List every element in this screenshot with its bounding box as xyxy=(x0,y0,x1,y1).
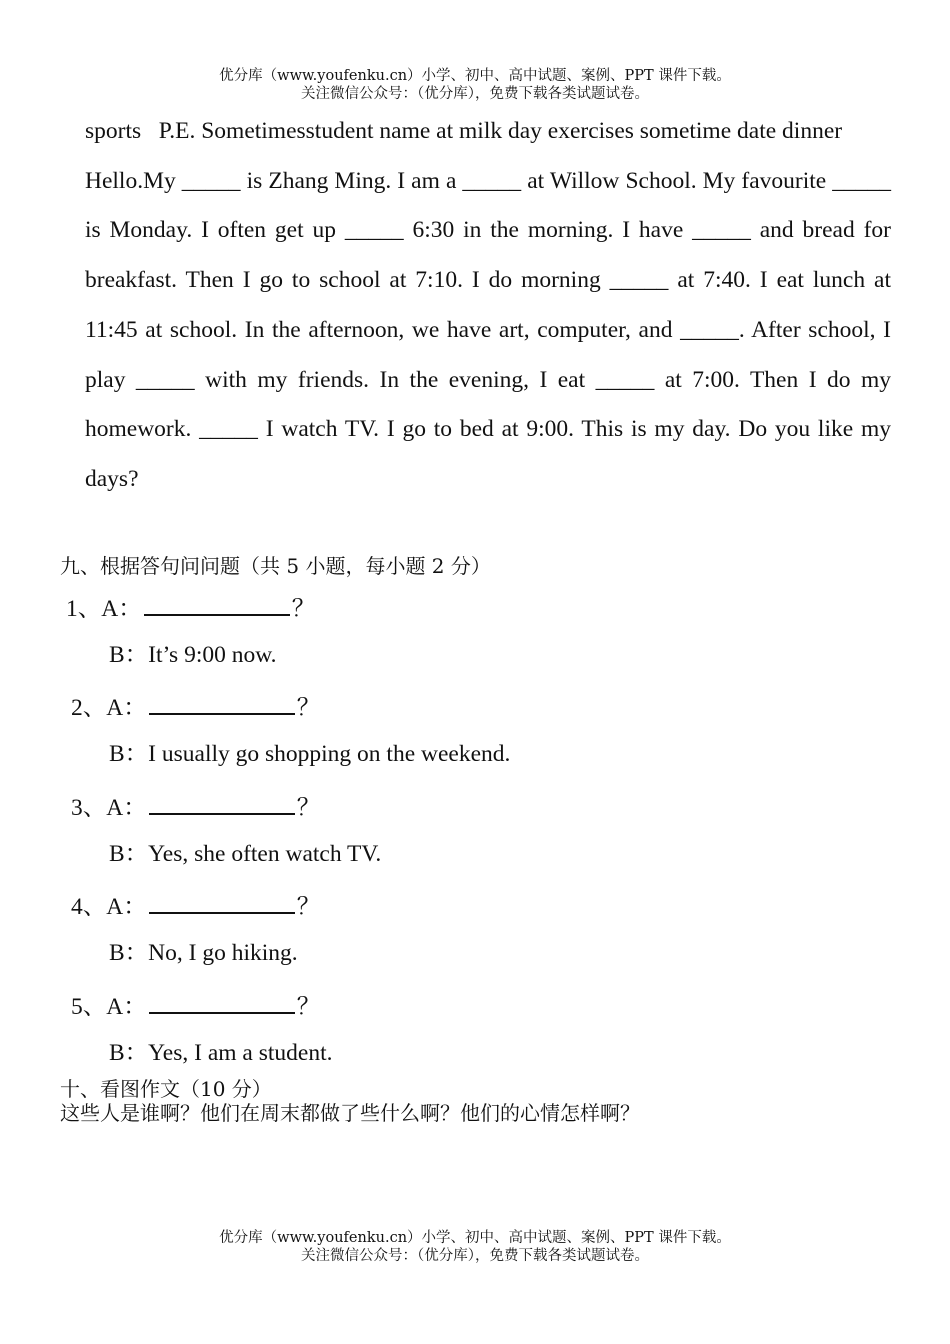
section-10-title: 十、看图作文（10 分） xyxy=(60,1077,272,1101)
question-5-number: 5、A： xyxy=(71,994,147,1020)
question-1-number: 1、A： xyxy=(66,596,142,622)
header-line-2: 关注微信公众号：（优分库），免费下载各类试题试卷。 xyxy=(301,86,649,102)
question-4-number: 4、A： xyxy=(71,894,147,920)
question-4-blank[interactable] xyxy=(149,888,295,914)
footer-line-1: 优分库（www.youfenku.cn）小学、初中、高中试题、案例、PPT 课件下载。 xyxy=(219,1230,731,1246)
word-bank: sports P.E. Sometimesstudent name at milk day exercises sometime date dinner xyxy=(85,118,843,144)
answer-2: B：I usually go shopping on the weekend. xyxy=(109,741,511,767)
section-10-prompt: 这些人是谁啊？他们在周末都做了些什么啊？他们的心情怎样啊？ xyxy=(60,1101,640,1125)
question-4 xyxy=(71,888,320,922)
answer-3: B：Yes, she often watch TV. xyxy=(109,841,382,867)
question-5-blank[interactable] xyxy=(149,988,295,1014)
answer-4: B：No, I go hiking. xyxy=(109,940,298,966)
page-header xyxy=(0,67,950,103)
question-2 xyxy=(71,689,320,723)
header-line-1: 优分库（www.youfenku.cn）小学、初中、高中试题、案例、PPT 课件下载。 xyxy=(219,68,731,84)
question-1-blank[interactable] xyxy=(144,590,290,616)
question-2-end: ？ xyxy=(296,695,321,721)
answer-1: B：It’s 9:00 now. xyxy=(109,642,277,668)
question-4-end: ？ xyxy=(296,894,321,920)
question-3-blank[interactable] xyxy=(149,789,295,815)
question-5 xyxy=(71,988,320,1022)
footer-line-2: 关注微信公众号：（优分库），免费下载各类试题试卷。 xyxy=(301,1248,649,1264)
answer-5: B：Yes, I am a student. xyxy=(109,1040,333,1066)
question-3-end: ？ xyxy=(296,795,321,821)
passage-text: Hello.My _____ is Zhang Ming. I am a _____ at Willow School. My favourite _____ is Monday. I often get up _____ 6:30 in the morning. I have _____ and bread for breakfast. Then I go to school at 7:10. I do morning _____ at 7:40. I eat lunch at 11:45 at school. In the afternoon, we have art, computer, and _____. After school, I play _____ with my friends. In the evening, I eat _____ at 7:00. Then I do my homework. _____ I watch TV. I go to bed at 9:00. This is my day. Do you like my days? xyxy=(85,167,891,492)
question-2-number: 2、A： xyxy=(71,695,147,721)
cloze-passage xyxy=(85,107,891,505)
question-5-end: ？ xyxy=(296,994,321,1020)
question-2-blank[interactable] xyxy=(149,689,295,715)
question-1 xyxy=(66,590,315,624)
section-9-title: 九、根据答句问问题（共 5 小题，每小题 2 分） xyxy=(60,554,491,578)
question-3-number: 3、A： xyxy=(71,795,147,821)
page-footer xyxy=(0,1229,950,1265)
question-1-end: ？ xyxy=(291,596,316,622)
question-3 xyxy=(71,789,320,823)
